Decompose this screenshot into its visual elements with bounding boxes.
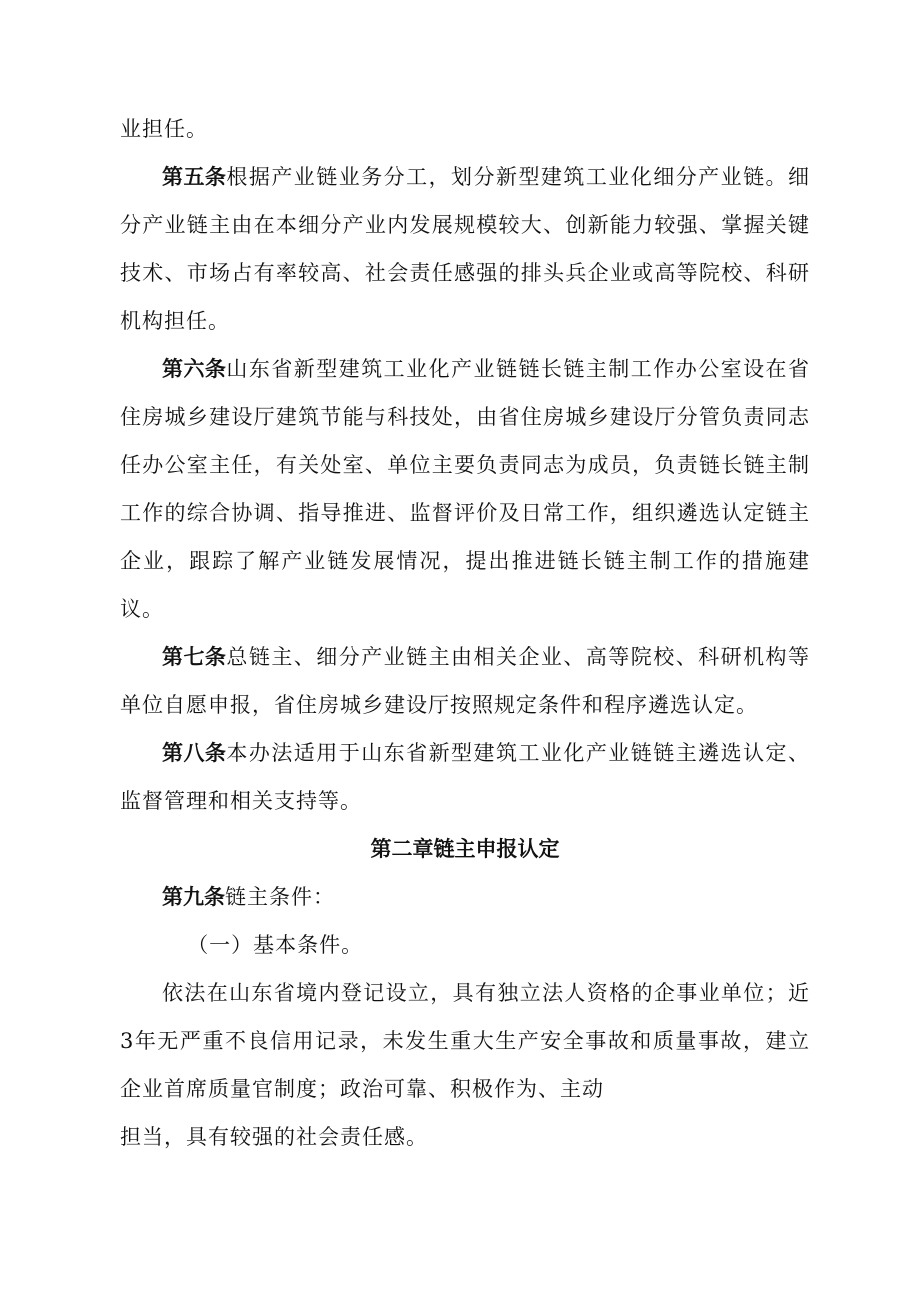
condition-tail: 担当，具有较强的社会责任感。: [120, 1125, 428, 1149]
article-text: 根据产业链业务分工，划分新型建筑工业化细分产业链。细分产业链主由在本细分产业内发展规模较大、创新能力较强、掌握关键技术、市场占有率较高、社会责任感强的排头兵企业或高等院校、科研机构担任。: [120, 165, 811, 333]
article-text: 山东省新型建筑工业化产业链链长链主制工作办公室设在省住房城乡建设厅建筑节能与科技处，由省住房城乡建设厅分管负责同志任办公室主任，有关处室、单位主要负责同志为成员，负责链长链主制工作的综合协调、指导推进、监督评价及日常工作，组织遴选认定链主企业，跟踪了解产业链发展情况，提出推进链长链主制工作的措施建议。: [120, 357, 811, 621]
article-7: [120, 633, 810, 729]
article-number: 第九条: [162, 885, 225, 909]
article-9: [120, 873, 810, 921]
chapter-title: 第二章链主申报认定: [370, 837, 560, 861]
condition-paragraph: 依法在山东省境内登记设立，具有独立法人资格的企事业单位；近3年无严重不良信用记录，未发生重大生产安全事故和质量事故，建立企业首席质量官制度；政治可靠、积极作为、主动: [120, 981, 810, 1101]
document-body: [120, 105, 810, 1161]
article-8: [120, 729, 810, 825]
article-text: 链主条件：: [225, 885, 335, 909]
article-number: 第八条: [162, 741, 227, 765]
item-basic-conditions: （一）基本条件。: [187, 933, 364, 957]
continuation-text: 业担任。: [120, 117, 208, 141]
paragraph-continuation: [120, 105, 810, 153]
article-5: [120, 153, 810, 345]
article-text: 本办法适用于山东省新型建筑工业化产业链链主遴选认定、监督管理和相关支持等。: [120, 741, 811, 813]
article-number: 第七条: [162, 645, 227, 669]
article-number: 第六条: [162, 357, 227, 381]
article-6: [120, 345, 810, 633]
article-text: 总链主、细分产业链主由相关企业、高等院校、科研机构等单位自愿申报，省住房城乡建设厅按照规定条件和程序遴选认定。: [120, 645, 811, 717]
article-number: 第五条: [162, 165, 227, 189]
